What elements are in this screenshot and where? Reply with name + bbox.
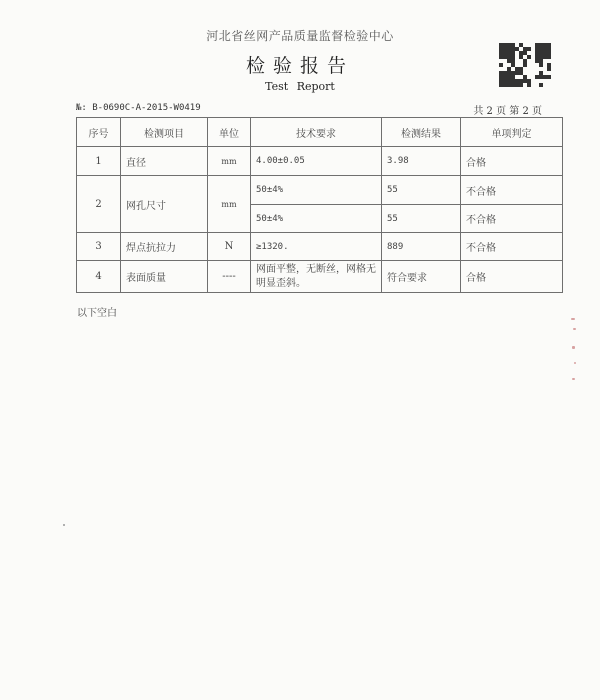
table-row bbox=[77, 147, 563, 176]
cell-seq: 2 bbox=[77, 176, 121, 233]
cell-item: 网孔尺寸 bbox=[121, 176, 208, 233]
blank-below-note: 以下空白 bbox=[77, 308, 117, 319]
stamp-mark bbox=[574, 362, 576, 364]
table-row bbox=[77, 233, 563, 261]
col-header-result: 检测结果 bbox=[382, 118, 461, 147]
cell-item: 焊点抗拉力 bbox=[121, 233, 208, 261]
cell-verdict: 合格 bbox=[461, 261, 563, 293]
report-title: 检验报告 bbox=[245, 55, 354, 77]
test-results-table bbox=[76, 117, 563, 293]
stamp-mark bbox=[573, 328, 576, 330]
cell-requirement: 网面平整，无断丝，网格无明显歪斜。 bbox=[251, 261, 382, 293]
page-number: 共 2 页 第 2 页 bbox=[473, 106, 542, 117]
stamp-mark bbox=[572, 346, 575, 349]
stamp-mark bbox=[572, 378, 575, 380]
org-name: 河北省丝网产品质量监督检验中心 bbox=[206, 29, 394, 43]
speck bbox=[63, 524, 65, 526]
col-header-verdict: 单项判定 bbox=[461, 118, 563, 147]
cell-result: 889 bbox=[382, 233, 461, 261]
report-number: №: B-0690C-A-2015-W0419 bbox=[76, 103, 201, 113]
cell-item: 表面质量 bbox=[121, 261, 208, 293]
cell-result: 3.98 bbox=[382, 147, 461, 176]
cell-unit: mm bbox=[208, 147, 251, 176]
cell-unit: ---- bbox=[208, 261, 251, 293]
cell-verdict: 不合格 bbox=[461, 205, 563, 233]
table-row bbox=[77, 176, 563, 205]
cell-verdict: 不合格 bbox=[461, 176, 563, 205]
stamp-mark bbox=[571, 318, 575, 320]
table-row bbox=[77, 261, 563, 293]
report-subtitle: Test Report bbox=[265, 80, 335, 93]
cell-verdict: 不合格 bbox=[461, 233, 563, 261]
col-header-unit: 单位 bbox=[208, 118, 251, 147]
col-header-requirement: 技术要求 bbox=[251, 118, 382, 147]
col-header-seq: 序号 bbox=[77, 118, 121, 147]
cell-result: 55 bbox=[382, 205, 461, 233]
cell-item: 直径 bbox=[121, 147, 208, 176]
cell-requirement: ≥1320. bbox=[251, 233, 382, 261]
cell-requirement: 50±4% bbox=[251, 205, 382, 233]
col-header-item: 检测项目 bbox=[121, 118, 208, 147]
cell-result: 符合要求 bbox=[382, 261, 461, 293]
cell-seq: 1 bbox=[77, 147, 121, 176]
cell-seq: 3 bbox=[77, 233, 121, 261]
cell-unit: mm bbox=[208, 176, 251, 233]
cell-unit: N bbox=[208, 233, 251, 261]
qr-code-icon bbox=[499, 43, 551, 87]
cell-requirement: 4.00±0.05 bbox=[251, 147, 382, 176]
cell-verdict: 合格 bbox=[461, 147, 563, 176]
cell-requirement: 50±4% bbox=[251, 176, 382, 205]
cell-seq: 4 bbox=[77, 261, 121, 293]
table-header-row bbox=[77, 118, 563, 147]
cell-result: 55 bbox=[382, 176, 461, 205]
